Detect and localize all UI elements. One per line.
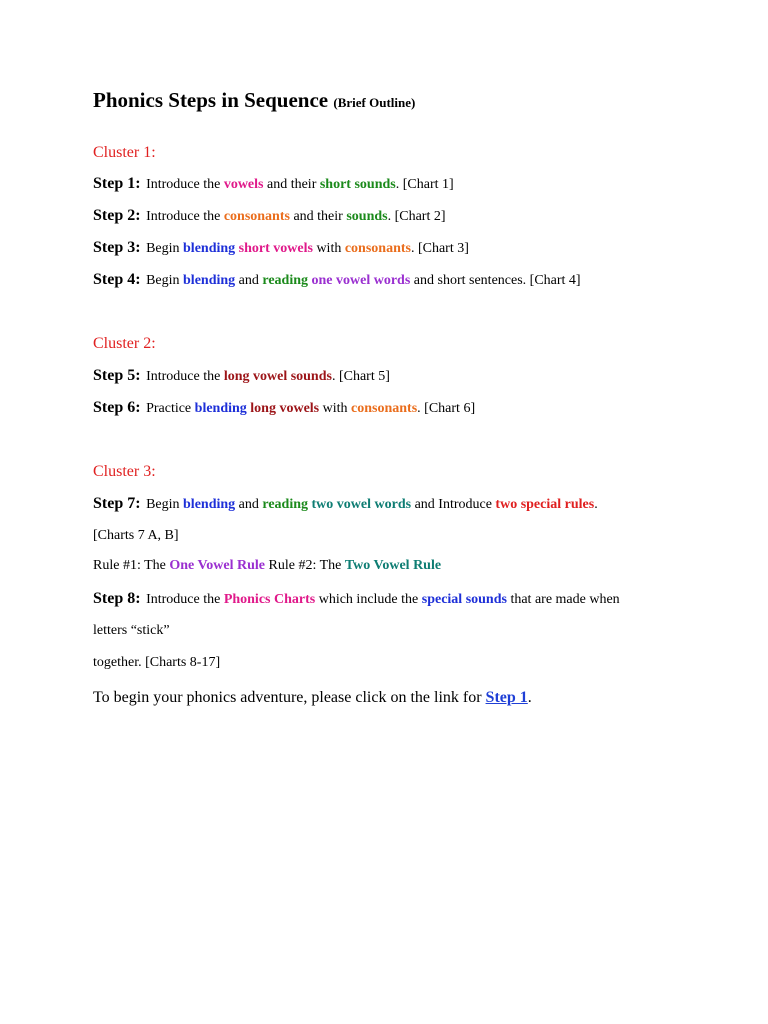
step-label: Step 6: <box>93 399 141 416</box>
step-label: Step 8: <box>93 590 141 607</box>
keyword-blending: blending <box>183 241 236 256</box>
step-text: . [Chart 6] <box>417 401 476 416</box>
step-6-line <box>93 399 475 417</box>
keyword-sounds: sounds <box>346 209 388 224</box>
rule-2-name: Two Vowel Rule <box>344 558 442 573</box>
keyword-phonics-charts: Phonics Charts <box>223 592 316 607</box>
step-label: Step 5: <box>93 367 141 384</box>
step-8-continuation-2: together. [Charts 8-17] <box>93 655 221 670</box>
rule-1-name: One Vowel Rule <box>169 558 266 573</box>
step-4-line <box>93 271 581 289</box>
keyword-blending: blending <box>183 273 236 288</box>
keyword-one-vowel-words: one vowel words <box>311 273 411 288</box>
step-8-continuation-1: letters “stick” <box>93 623 170 638</box>
step-text: . <box>594 497 598 512</box>
step-text: Begin <box>146 273 184 288</box>
step-text: that are made when <box>506 592 620 607</box>
keyword-short-sounds: short sounds <box>319 177 396 192</box>
keyword-vowels: vowels <box>223 177 264 192</box>
step-1-link[interactable]: Step 1 <box>485 689 528 706</box>
step-text: and <box>235 273 263 288</box>
closing-line <box>93 689 532 707</box>
rules-line <box>93 558 441 574</box>
keyword-reading: reading <box>262 497 309 512</box>
keyword-reading: reading <box>262 273 309 288</box>
step-text: and their <box>289 209 347 224</box>
step-text: Introduce the <box>146 592 224 607</box>
step-label: Step 3: <box>93 239 141 256</box>
step-text: Begin <box>146 241 184 256</box>
cluster-3-heading: Cluster 3: <box>93 463 156 480</box>
step-text: and their <box>263 177 320 192</box>
keyword-blending: blending <box>183 497 236 512</box>
keyword-consonants: consonants <box>344 241 411 256</box>
step-text: . [Chart 2] <box>387 209 446 224</box>
closing-text: To begin your phonics adventure, please click on the link for <box>93 689 486 706</box>
step-5-line <box>93 367 390 385</box>
keyword-short-vowels: short vowels <box>238 241 313 256</box>
step-text: Practice <box>146 401 195 416</box>
step-label: Step 4: <box>93 271 141 288</box>
step-label: Step 2: <box>93 207 141 224</box>
step-text: and short sentences. [Chart 4] <box>410 273 581 288</box>
step-2-line <box>93 207 446 225</box>
keyword-long-vowels: long vowels <box>250 401 320 416</box>
rule-1-prefix: Rule #1: The <box>93 558 170 573</box>
keyword-special-sounds: special sounds <box>421 592 507 607</box>
keyword-two-vowel-words: two vowel words <box>311 497 412 512</box>
step-label: Step 7: <box>93 495 141 512</box>
step-text: and <box>235 497 263 512</box>
cluster-1-heading: Cluster 1: <box>93 144 156 161</box>
step-7-line <box>93 495 598 513</box>
step-text: which include the <box>315 592 422 607</box>
closing-end: . <box>527 689 532 706</box>
step-text: Introduce the <box>146 369 224 384</box>
step-3-line <box>93 239 469 257</box>
step-text: Introduce the <box>146 209 224 224</box>
cluster-2-heading: Cluster 2: <box>93 335 156 352</box>
keyword-consonants: consonants <box>223 209 290 224</box>
step-text: with <box>319 401 352 416</box>
step-text: Begin <box>146 497 184 512</box>
keyword-long-vowel-sounds: long vowel sounds <box>223 369 332 384</box>
step-text: . [Chart 3] <box>410 241 469 256</box>
step-text: . [Chart 1] <box>395 177 454 192</box>
keyword-two-special-rules: two special rules <box>495 497 595 512</box>
step-text: and Introduce <box>411 497 496 512</box>
keyword-blending: blending <box>194 401 247 416</box>
step-8-line <box>93 590 620 608</box>
rule-2-prefix: Rule #2: The <box>265 558 345 573</box>
step-text: with <box>312 241 345 256</box>
title-main: Phonics Steps in Sequence <box>93 88 329 112</box>
step-label: Step 1: <box>93 175 141 192</box>
step-text: Introduce the <box>146 177 224 192</box>
step-7-continuation: [Charts 7 A, B] <box>93 528 179 543</box>
step-text: . [Chart 5] <box>331 369 390 384</box>
page-title <box>93 88 415 113</box>
title-sub: (Brief Outline) <box>333 95 416 110</box>
keyword-consonants: consonants <box>351 401 418 416</box>
step-1-line <box>93 175 454 193</box>
